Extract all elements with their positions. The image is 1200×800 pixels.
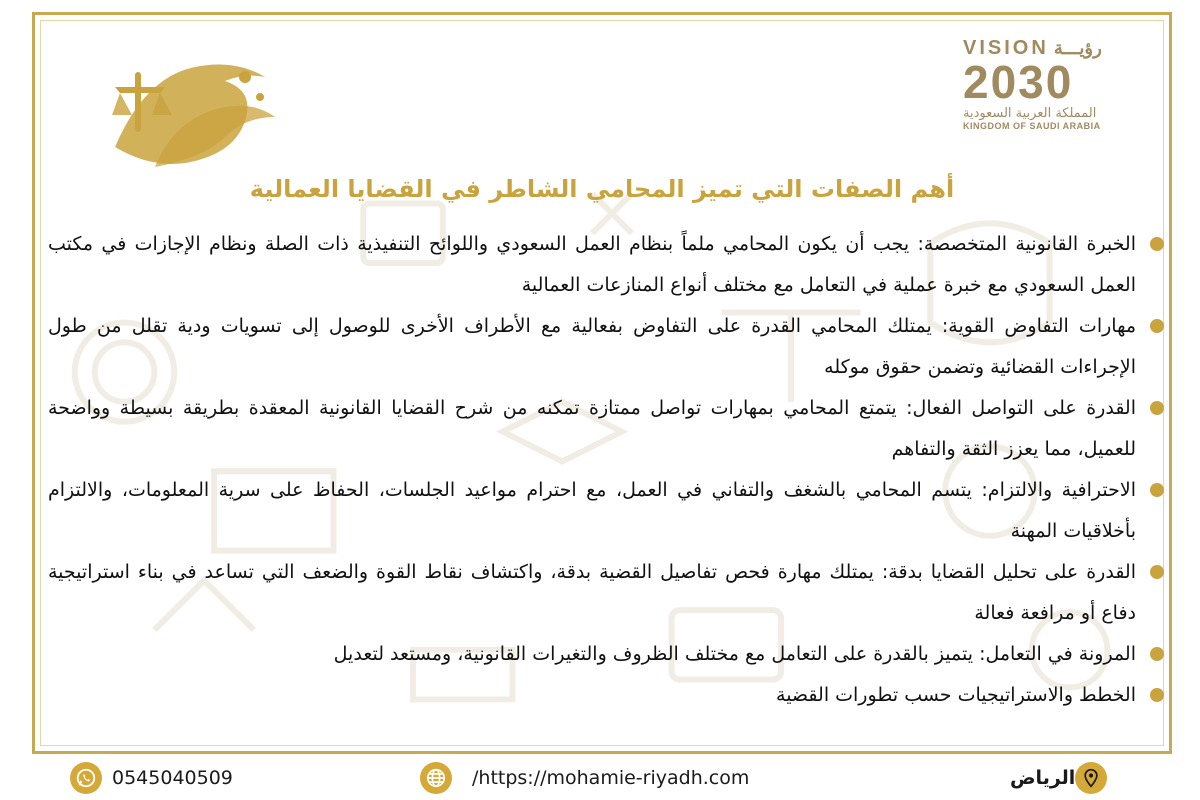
phone-contact[interactable] [70,762,233,794]
vision-arabic: رؤيـــة [1053,38,1102,58]
list-item [48,306,1164,388]
location-pin-icon [1075,762,1107,794]
qualities-list [48,224,1164,716]
list-item [48,470,1164,552]
list-item-text: الخبرة القانونية المتخصصة: يجب أن يكون المحامي ملماً بنظام العمل السعودي واللوائح التنفيذية ذات الصلة ونظام الإجازات في مكتب العمل السعودي مع خبرة عملية في التعامل مع مختلف أنواع المنازعات العمالية [48,233,1136,296]
vision-year: 2030 [963,56,1074,108]
phone-number[interactable]: 0545040509 [112,767,233,789]
vision-2030-logo [963,37,1143,147]
kingdom-arabic: المملكة العربية السعودية [963,106,1097,121]
whatsapp-icon[interactable] [70,762,102,794]
page-title: أهم الصفات التي تميز المحامي الشاطر في القضايا العمالية [249,175,955,203]
list-item [48,634,1164,675]
list-item-text: القدرة على تحليل القضايا بدقة: يمتلك مهارة فحص تفاصيل القضية بدقة، واكتشاف نقاط القوة والضعف التي تساعد في بناء استراتيجية دفاع أو مرافعة فعالة [48,561,1136,624]
location-text: الرياض [1010,767,1076,789]
bullet-icon [1150,237,1164,251]
list-item-text: الاحترافية والالتزام: يتسم المحامي بالشغف والتفاني في العمل، مع احترام مواعيد الجلسات، الحفاظ على سرية المعلومات، والالتزام بأخلاقيات المهنة [48,479,1136,542]
calligraphy-logo [95,37,295,187]
list-item-text: المرونة في التعامل: يتميز بالقدرة على التعامل مع مختلف الظروف والتغيرات القانونية، ومستعد لتعديل [333,643,1136,665]
location-contact [1000,762,1107,794]
bullet-icon [1150,688,1164,702]
list-item-text: مهارات التفاوض القوية: يمتلك المحامي القدرة على التفاوض بفعالية مع الأطراف الأخرى للوصول إلى تسويات ودية تقلل من طول الإجراءات القضائية وتضمن حقوق موكله [48,315,1136,378]
bullet-icon [1150,401,1164,415]
globe-icon[interactable] [420,762,452,794]
bullet-icon [1150,483,1164,497]
list-item-text: القدرة على التواصل الفعال: يتمتع المحامي بمهارات تواصل ممتازة تمكنه من شرح القضايا القانونية المعقدة بطريقة بسيطة وواضحة للعميل، مما يعزز الثقة والتفاهم [48,397,1136,460]
bullet-icon [1150,647,1164,661]
list-item [48,388,1164,470]
bullet-icon [1150,319,1164,333]
list-item-text: الخطط والاستراتيجيات حسب تطورات القضية [776,684,1136,706]
list-item [48,552,1164,634]
contact-footer [0,756,1200,800]
kingdom-english: KINGDOM OF SAUDI ARABIA [963,121,1101,131]
list-item [48,224,1164,306]
list-item [48,675,1164,716]
bullet-icon [1150,565,1164,579]
website-contact[interactable] [420,762,749,794]
website-link[interactable]: /https://mohamie-riyadh.com [472,767,750,789]
vision-label: VISION [963,37,1049,59]
